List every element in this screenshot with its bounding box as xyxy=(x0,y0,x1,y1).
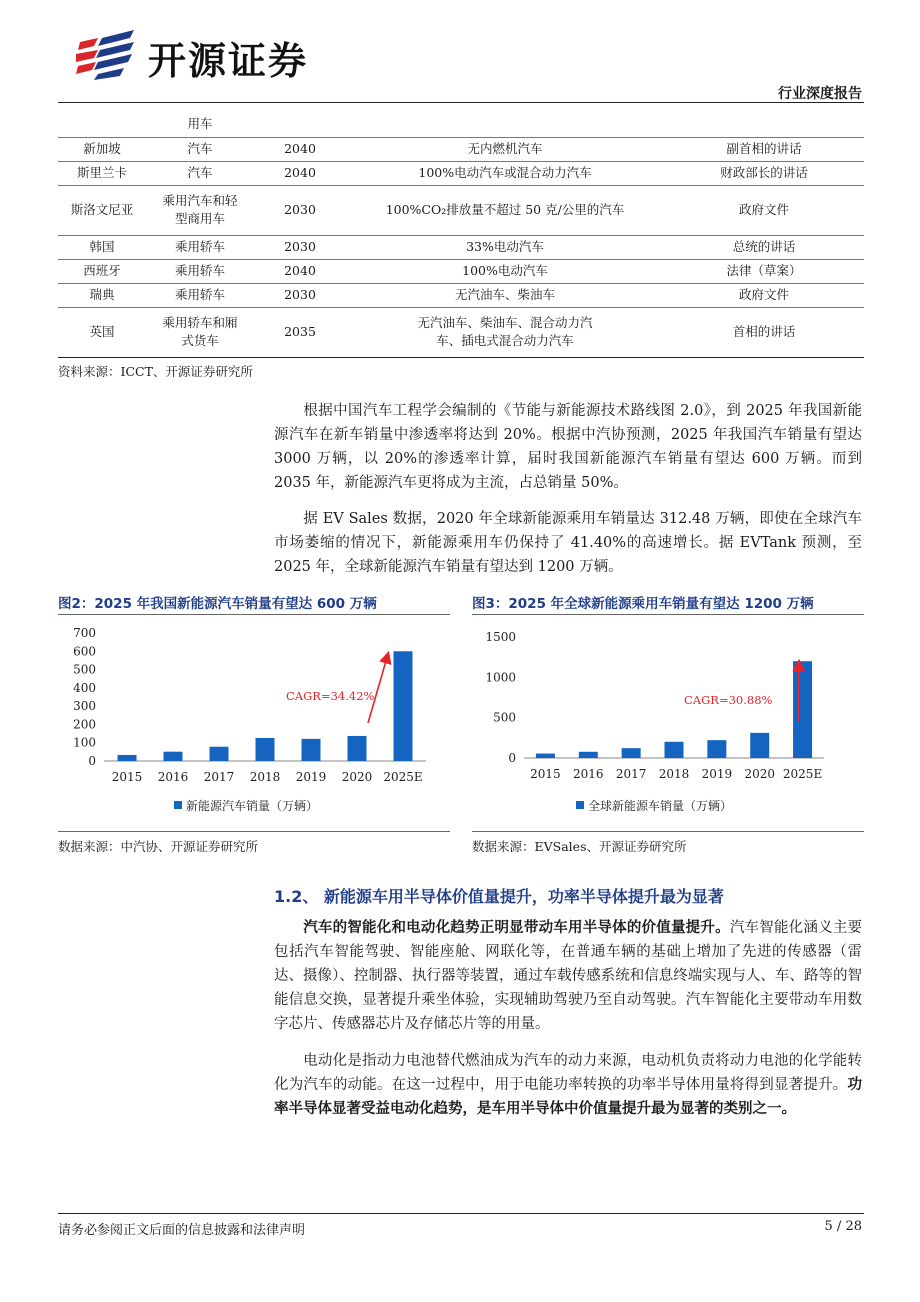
y-tick-label: 0 xyxy=(508,751,516,765)
x-tick-label: 2016 xyxy=(573,767,604,781)
table-cell xyxy=(254,111,346,137)
legend-swatch xyxy=(174,801,182,809)
y-tick-label: 0 xyxy=(88,754,96,768)
bar xyxy=(256,738,275,761)
table-cell: 首相的讲话 xyxy=(664,307,864,357)
legend-label: 新能源汽车销量（万辆） xyxy=(186,799,319,813)
table-row xyxy=(58,161,864,185)
y-tick-label: 1500 xyxy=(485,630,516,644)
table-cell: 乘用轿车 xyxy=(146,283,254,307)
table-cell: 斯洛文尼亚 xyxy=(58,185,146,235)
bar xyxy=(348,736,367,761)
footer-disclaimer: 请务必参阅正文后面的信息披露和法律声明 xyxy=(58,1223,306,1238)
bar xyxy=(536,754,555,758)
table-cell xyxy=(58,111,146,137)
brand-name: 开源证券 xyxy=(148,39,309,83)
fig2-title: 图2：2025 年我国新能源汽车销量有望达 600 万辆 xyxy=(58,596,377,612)
table-cell: 2040 xyxy=(254,259,346,283)
paragraph-electrification: 电动化是指动力电池替代燃油成为汽车的动力来源，电动机负责将动力电池的化学能转化为汽车的动能。在这一过程中，用于电能功率转换的功率半导体用量将得到显著提升。功率半导体显著受益电动化趋势，是车用半导体中价值量提升最为显著的类别之一。 xyxy=(274,1053,862,1117)
table-cell: 2030 xyxy=(254,185,346,235)
x-tick-label: 2017 xyxy=(203,770,235,784)
policy-table xyxy=(58,111,864,358)
legend-label: 全球新能源车销量（万辆） xyxy=(588,799,733,813)
table-row xyxy=(58,111,864,137)
table-cell: 新加坡 xyxy=(58,137,146,161)
table-cell: 政府文件 xyxy=(664,185,864,235)
fig3-bottom-rule xyxy=(472,831,864,832)
fig2-bottom-rule xyxy=(58,831,450,832)
table-cell: 100%CO₂排放量不超过 50 克/公里的汽车 xyxy=(346,185,664,235)
table-cell: 2035 xyxy=(254,307,346,357)
bar xyxy=(579,752,598,758)
bar xyxy=(707,740,726,758)
table-cell: 2030 xyxy=(254,235,346,259)
x-tick-label: 2025E xyxy=(782,767,823,781)
y-tick-label: 400 xyxy=(73,680,96,695)
table-cell: 乘用轿车 xyxy=(146,235,254,259)
y-tick-label: 200 xyxy=(73,717,96,732)
fig3-source: 数据来源：EVSales、开源证券研究所 xyxy=(472,839,687,854)
x-tick-label: 2015 xyxy=(530,767,561,781)
table-cell xyxy=(664,111,864,137)
table-cell: 无内燃机汽车 xyxy=(346,137,664,161)
bar xyxy=(118,755,137,761)
page-number: 5 / 28 xyxy=(824,1219,862,1234)
cagr-annotation: CAGR=30.88% xyxy=(684,693,773,707)
table-cell: 100%电动汽车 xyxy=(346,259,664,283)
table-cell: 2040 xyxy=(254,137,346,161)
table-cell: 汽车 xyxy=(146,137,254,161)
table-row xyxy=(58,283,864,307)
table-row xyxy=(58,307,864,357)
table-cell: 乘用轿车和厢式货车 xyxy=(146,307,254,357)
fig3-title: 图3：2025 年全球新能源乘用车销量有望达 1200 万辆 xyxy=(472,596,814,612)
x-tick-label: 2018 xyxy=(658,767,690,781)
x-tick-label: 2017 xyxy=(615,767,647,781)
table-cell: 乘用轿车 xyxy=(146,259,254,283)
bar xyxy=(210,747,229,761)
table-cell: 用车 xyxy=(146,111,254,137)
legend-swatch xyxy=(576,801,584,809)
x-tick-label: 2020 xyxy=(341,770,373,784)
table-cell: 无汽油车、柴油车、混合动力汽车、插电式混合动力汽车 xyxy=(346,307,664,357)
table-cell: 乘用汽车和轻型商用车 xyxy=(146,185,254,235)
x-tick-label: 2025E xyxy=(383,770,423,784)
y-tick-label: 1000 xyxy=(485,670,516,685)
y-tick-label: 600 xyxy=(73,644,96,659)
fig3-chart xyxy=(472,618,864,828)
x-tick-label: 2019 xyxy=(701,767,733,781)
table-cell: 2040 xyxy=(254,161,346,185)
table-cell: 2030 xyxy=(254,283,346,307)
x-tick-label: 2020 xyxy=(744,767,775,781)
y-tick-label: 100 xyxy=(73,735,96,750)
header-rule xyxy=(58,102,864,103)
fig2-source: 数据来源：中汽协、开源证券研究所 xyxy=(58,839,259,854)
report-type: 行业深度报告 xyxy=(778,86,862,102)
logo-mark xyxy=(76,28,140,80)
fig2-top-rule xyxy=(58,614,450,615)
bar xyxy=(164,752,183,761)
table-row xyxy=(58,235,864,259)
table-cell: 副首相的讲话 xyxy=(664,137,864,161)
table-cell xyxy=(346,111,664,137)
table-cell: 英国 xyxy=(58,307,146,357)
table-cell: 法律（草案） xyxy=(664,259,864,283)
growth-arrow xyxy=(798,662,799,722)
bar xyxy=(793,661,812,758)
y-tick-label: 300 xyxy=(73,699,96,714)
table-cell: 33%电动汽车 xyxy=(346,235,664,259)
fig3-top-rule xyxy=(472,614,864,615)
table-cell: 100%电动汽车或混合动力汽车 xyxy=(346,161,664,185)
paragraph-global-forecast: 据 EV Sales 数据，2020 年全球新能源乘用车销量达 312.48 万辆，即使在全球汽车市场萎缩的情况下，新能源乘用车仍保持了 41.40%的高速增长。据 EVTank 预测，至 2025 年，全球新能源汽车销量有望达到 1200 万辆。 xyxy=(274,511,862,575)
bar xyxy=(750,733,769,758)
bar xyxy=(665,742,684,758)
table-row xyxy=(58,185,864,235)
y-tick-label: 700 xyxy=(73,626,96,640)
x-tick-label: 2019 xyxy=(295,770,327,784)
y-tick-label: 500 xyxy=(493,710,516,725)
table-row xyxy=(58,259,864,283)
bar xyxy=(622,748,641,758)
fig2-chart xyxy=(58,618,450,828)
table-cell: 瑞典 xyxy=(58,283,146,307)
table-source: 资料来源：ICCT、开源证券研究所 xyxy=(58,364,253,379)
bar xyxy=(394,651,413,761)
table-cell: 政府文件 xyxy=(664,283,864,307)
paragraph-domestic-forecast: 根据中国汽车工程学会编制的《节能与新能源技术路线图 2.0》，到 2025 年我国新能源汽车在新车销量中渗透率将达到 20%。根据中汽协预测，2025 年我国汽车销量有望达 3000 万辆，以 20%的渗透率计算，届时我国新能源汽车销量有望达 600 万辆。而到 2035 年，新能源汽车更将成为主流，占总销量 50%。 xyxy=(274,403,862,491)
table-cell: 财政部长的讲话 xyxy=(664,161,864,185)
table-cell: 汽车 xyxy=(146,161,254,185)
cagr-annotation: CAGR=34.42% xyxy=(286,689,375,703)
x-tick-label: 2018 xyxy=(249,770,281,784)
table-cell: 总统的讲话 xyxy=(664,235,864,259)
table-cell: 斯里兰卡 xyxy=(58,161,146,185)
y-tick-label: 500 xyxy=(73,662,96,677)
footer-rule xyxy=(58,1213,864,1214)
bar xyxy=(302,739,321,761)
x-tick-label: 2016 xyxy=(157,770,189,784)
x-tick-label: 2015 xyxy=(111,770,143,784)
section-title: 1.2、 新能源车用半导体价值量提升，功率半导体提升最为显著 xyxy=(274,887,724,906)
paragraph-intelligence: 汽车的智能化和电动化趋势正明显带动车用半导体的价值量提升。汽车智能化涵义主要包括汽车智能驾驶、智能座舱、网联化等，在普通车辆的基础上增加了先进的传感器（雷达、摄像）、控制器、执行器等装置，通过车载传感系统和信息终端实现与人、车、路等的智能信息交换，显著提升乘坐体验，实现辅助驾驶乃至自动驾驶。汽车智能化主要带动车用数字芯片、传感器芯片及存储芯片等的用量。 xyxy=(274,920,863,1032)
table-cell: 韩国 xyxy=(58,235,146,259)
table-cell: 无汽油车、柴油车 xyxy=(346,283,664,307)
table-row xyxy=(58,137,864,161)
table-cell: 西班牙 xyxy=(58,259,146,283)
